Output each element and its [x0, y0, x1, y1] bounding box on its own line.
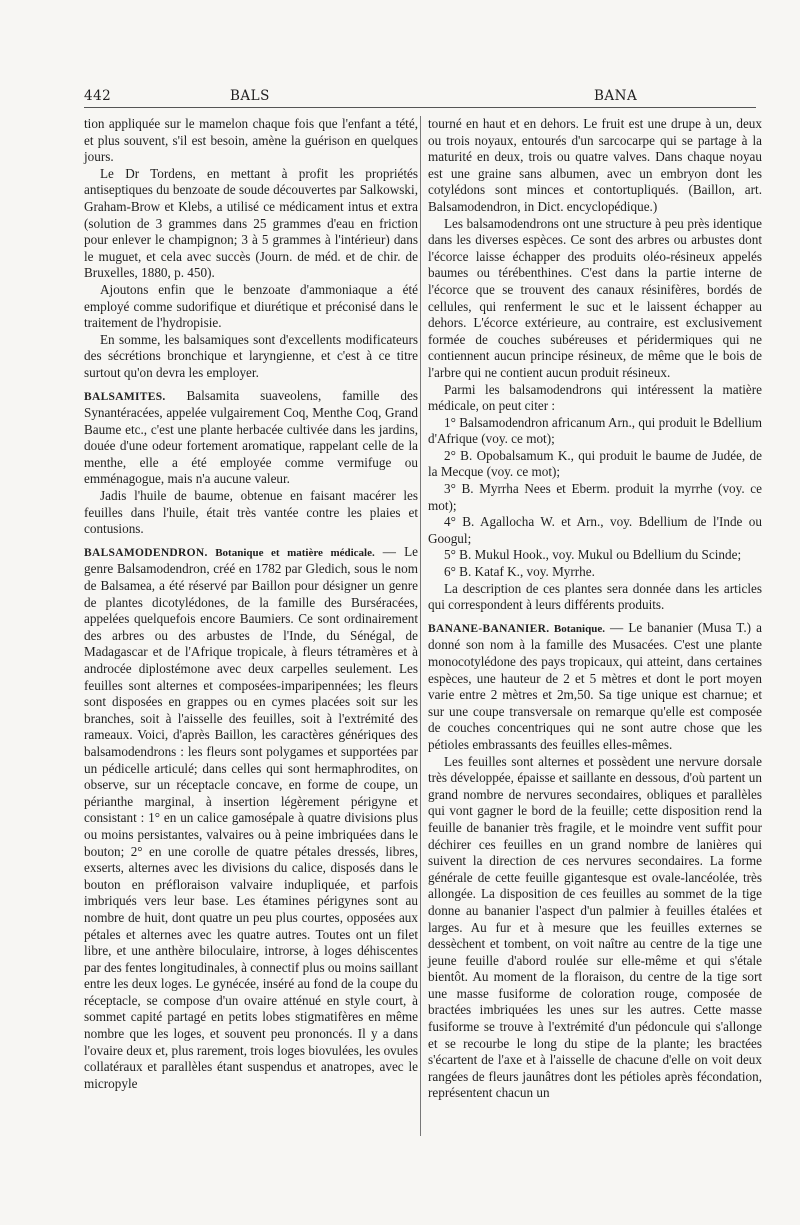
column-divider [420, 116, 421, 1136]
paragraph: tourné en haut et en dehors. Le fruit est une drupe à un, deux ou trois noyaux, entourés d'un sarcocarpe qui se partage à la maturité en deux, trois ou quatre valves. Dans chaque noyau est une graine sans albumen, avec un embryon dont les cotylédons sont minces et contortupliqués. (Baillon, art. Balsamodendron, in Dict. encyclopédique.) [428, 116, 762, 214]
entry-text: — Le genre Balsamodendron, créé en 1782 par Gledich, sous le nom de Balsamea, a été réservé par Baillon pour désigner un genre de plantes dicotylédones, de la famille des Burséracées, appelées quelquefois encore Baumiers. Ce sont ordinairement des arbres ou des arbustes de l'Inde, du Sénégal, de Madagascar et de l'Afrique tropicale, à fleurs tétramères et à androcée diplostémone avec deux carpelles seulement. Les feuilles sont alternes et composées-imparipennées; les fleurs sont disposées en grappes ou en cymes placées soit sur les branches, soit à l'aisselle des feuilles, soit à l'extrémité des rameaux. Voici, d'après Baillon, les caractères génériques des balsamodendrons : les fleurs sont polygames et supportées par un pédicelle articulé; dans celles qui sont hermaphrodites, on observe, sur un réceptacle concave, en forme de coupe, un périanthe marginal, à insertion légèrement périgyne et consistant : 1° en un calice gamosépale à quatre divisions plus ou moins persistantes, valvaires ou à peine imbriquées dans le bouton; 2° en une corolle de quatre pétales dressés, libres, exserts, alternes avec les divisions du calice, disposés dans le bouton en préfloraison valvaire indupliquée, et parfois imbriqués vers leur base. Les étamines périgynes sont au nombre de huit, dont quatre un peu plus courtes, opposées aux pétales et alternes avec les quatre autres. Toutes ont un filet libre, et une anthère biloculaire, introrse, à loges déhiscentes par des fentes longitudinales, à connectif plus ou moins saillant entre les deux loges. Le gynécée, inséré au fond de la coupe du réceptacle, se compose d'un ovaire atténué en style court, à sommet capité partagé en petits lobes stigmatifères en même nombre que les loges, et souvent peu prononcés. Il y a dans l'ovaire deux et, plus rarement, trois loges biovulées, les ovules collatéraux et parallèles étant suspendus et anatropes, avec le micropyle [84, 543, 419, 1091]
paragraph: Les balsamodendrons ont une structure à peu près identique dans les diverses espèces. Ce sont des arbres ou arbustes dont l'écorce laisse échapper des produits oléo-résineux appelés baumes ou térébenthines. C'est dans la partie interne de l'écorce que se trouvent des canaux résinifères, bordés de cellules, qui renferment le suc et le laissent échapper au dehors. L'écorce extérieure, au contraire, est exclusivement formée de couches subéreuses et péridermiques qui ne contiennent aucun principe résineux, de même que le bois de l'arbre qui ne contient aucun produit résineux. [428, 215, 762, 380]
list-item: 3° B. Myrrha Nees et Eberm. produit la myrrhe (voy. ce mot); [428, 481, 762, 513]
right-column [428, 116, 762, 1102]
entry-headword: BANANE-BANANIER. [428, 622, 550, 635]
paragraph: tion appliquée sur le mamelon chaque fois que l'enfant a tété, et plus souvent, s'il est besoin, amène la guérison en quelques jours. [84, 116, 418, 165]
paragraph: Le Dr Tordens, en mettant à profit les propriétés antiseptiques du benzoate de soude découvertes par Salkowski, Graham-Brow et Klebs, a utilisé ce médicament intus et extra (solution de 3 grammes dans 25 grammes d'eau en friction pour enlever le champignon; 3 à 5 grammes à l'intérieur) dans le muguet, et cela avec succès (Journ. de méd. et de chir. de Bruxelles, 1880, p. 450). [84, 165, 418, 281]
entry-headword: BALSAMITES. [84, 390, 166, 403]
page-number: 442 [84, 88, 112, 104]
paragraph: Parmi les balsamodendrons qui intéressent la matière médicale, on peut citer : [428, 381, 762, 414]
dictionary-entry [428, 620, 762, 754]
left-column [84, 116, 418, 1092]
entry-text: — Le bananier (Musa T.) a donné son nom à la famille des Musacées. C'est une plante monocotylédone des pays tropicaux, qui atteint, dans certaines espèces, une hauteur de 2 et 5 mètres et dont le port moyen varie entre 2 mètres et 2m,50. Sa tige unique est charnue; et sur une coupe transversale on remarque qu'elle est composée de couches concentriques qui ne sont autre chose que les pétioles embrassants des feuilles elles-mêmes. [428, 619, 762, 752]
list-item: 6° B. Kataf K., voy. Myrrhe. [444, 564, 595, 580]
list-item: 2° B. Opobalsamum K., qui produit le baume de Judée, de la Mecque (voy. ce mot); [428, 447, 762, 480]
entry-text: Balsamita suaveolens, famille des Synantéracées, appelée vulgairement Coq, Menthe Coq, Grand Baume etc., c'est une plante herbacée cultivée dans les jardins, douée d'une odeur fortement aromatique, rappelant celle de la menthe, elle a été employée comme vermifuge ou emménagogue, mais n'a aucune valeur. [84, 387, 418, 487]
list-item: 4° B. Agallocha W. et Arn., voy. Bdellium de l'Inde ou Googul; [428, 514, 762, 546]
running-header [84, 88, 756, 106]
left-running-head: BALS [230, 88, 270, 104]
dictionary-entry [84, 544, 418, 1093]
paragraph: En somme, les balsamiques sont d'excellents modificateurs des sécrétions bronchique et laryngienne, et c'est à ce titre surtout qu'on devra les employer. [84, 331, 418, 380]
entry-headword: BALSAMODENDRON. [84, 546, 208, 559]
paragraph: Jadis l'huile de baume, obtenue en faisant macérer les feuilles dans l'huile, était très vantée contre les plaies et contusions. [84, 488, 418, 537]
entry-subtitle: Botanique et matière médicale. [207, 546, 375, 559]
dictionary-entry [84, 388, 418, 489]
header-rule [84, 107, 756, 108]
entry-subtitle: Botanique. [549, 622, 605, 635]
list-item: 5° B. Mukul Hook., voy. Mukul ou Bdellium du Scinde; [444, 547, 742, 563]
list-item: 1° Balsamodendron africanum Arn., qui produit le Bdellium d'Afrique (voy. ce mot); [428, 414, 762, 447]
paragraph: La description de ces plantes sera donnée dans les articles qui correspondent à leurs différents produits. [428, 580, 762, 613]
paragraph: Les feuilles sont alternes et possèdent une nervure dorsale très développée, épaisse et saillante en dessous, d'où partent un grand nombre de nervures secondaires, obliques et parallèles qui vont gagner le bord de la feuille; cette disposition rend la feuille de bananier très fragile, et le moindre vent suffit pour déchirer ces feuilles en un grand nombre de lanières qui suivent la direction de ces nervures secondaires. La forme générale de cette feuille gigantesque est ovale-lancéolée, très allongée. La disposition de ces feuilles au sommet de la tige donne au bananier l'aspect d'un palmier à feuilles étalées et larges. Au fur et à mesure que les feuilles externes se dessèchent et tombent, on voit naître au centre de la tige une jeune feuille d'abord roulée sur elle-même et qui s'étale bientôt. Au moment de la floraison, du centre de la tige sort une masse fusiforme de coloration rouge, composée de bractées imbriquées les unes sur les autres. Cette masse fusiforme se trouve à l'extrémité d'un pédoncule qui s'allonge et se recourbe le long du stipe de la plante; les bractées s'écartent de l'axe et à l'aisselle de chacune d'elle on voit deux rangées de fleurs jaunâtres dont les pétioles après fécondation, représentent chacun un [428, 753, 762, 1101]
right-running-head: BANA [594, 88, 638, 104]
paragraph: Ajoutons enfin que le benzoate d'ammoniaque a été employé comme sudorifique et diurétique et préconisé dans le traitement de l'hydropisie. [84, 281, 418, 331]
